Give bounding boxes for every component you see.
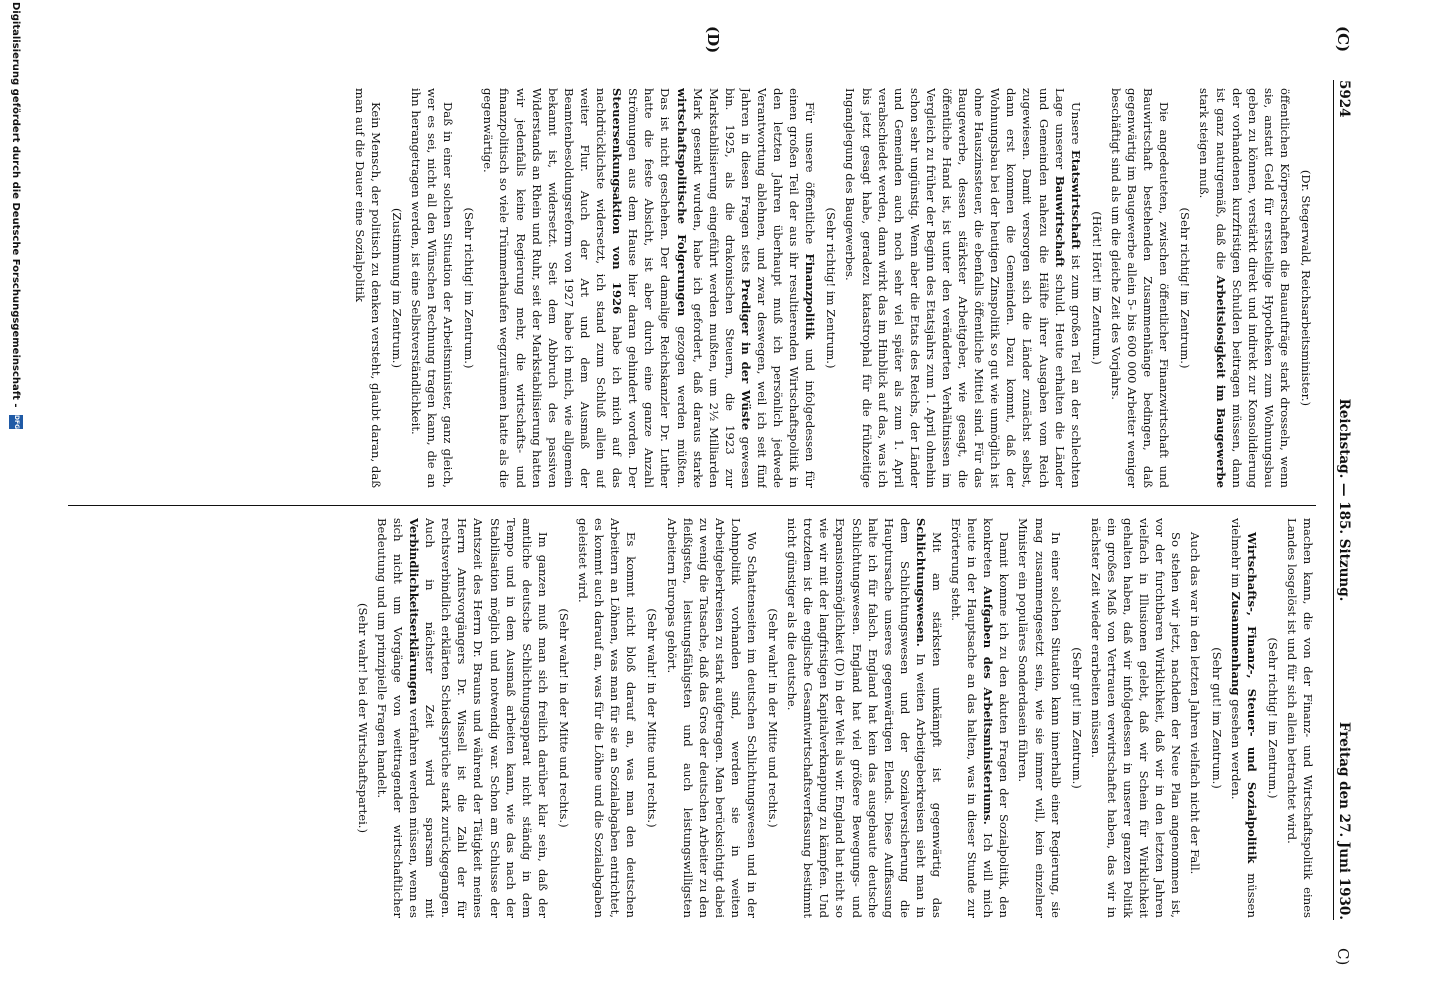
paragraph: In einer solchen Situation kann innerhalb einer Regierung, sie mag zusammengesetzt sein, wie sie immer will, kein einzelner Minister ein populäres Sonderdasein führen. <box>1016 518 1063 918</box>
dfg-logo: DFG <box>9 415 23 429</box>
paragraph: Damit komme ich zu den akuten Fragen der Sozialpolitik, den konkreten Aufgaben des Arbeitsministeriums. Ich will mich heute in der Hauptsache an das halten, was in dieser Stunde zur Erörterung steht. <box>949 518 1012 918</box>
paragraph: Für unsere öffentliche Finanzpolitik und infolgedessen für einen großen Teil der aus ihr resultierenden Wirtschaftspolitik in den letzten Jahren überhaupt muß ich persönlich jedwede Verantwortung ablehnen, und zwar deswegen, weil ich seit fünf Jahren in diesen Fragen stets Prediger in der Wüste gewesen bin. 1925, als die drakonischen Steuern, die 1923 zur Markstabilisierung eingeführt werden mußten, um 2½ Milliarden Mark gesenkt wurden, habe ich gefordert, daß daraus starke wirtschaftspolitische Folgerungen gezogen werden müßten. Das ist nicht geschehen. Der damalige Reichskanzler Dr. Luther hatte die feste Absicht, ist aber durch eine ganze Anzahl Strömungen aus dem Hause hier daran gehindert worden. Der Steuersenkungsaktion von 1926 habe ich mich auf das nachdrücklichste widersetzt, ich stand zum Schluß allein auf weiter Flur. Auch der Art und dem Ausmaß der Beamtenbesoldungsreform von 1927 habe ich mich, wie allgemein bekannt ist, widersetzt. Seit dem Abbruch des passiven Widerstands an Rhein und Ruhr, seit der Markstabilisierung hatten wir jedenfalls keine Regierung mehr, die wirtschafts- und finanzpolitisch so viele Trümmerhaufen wegzuräumen hatte als die gegenwärtige. <box>481 88 818 488</box>
paragraph: Unsere Etatswirtschaft ist zum großen Teil an der schlechten Lage unserer Bauwirtschaft schuld. Heute erhalten die Länder und Gemeinden nahezu die Hälfte ihrer Ausgaben vom Reich zugewiesen. Damit versorgen sich die Länder zunächst selbst, dann erst kommen die Gemeinden. Dazu kommt, daß der Wohnungsbau bei der heutigen Zinspolitik so gut wie unmöglich ist ohne Hauszinssteuer, die ebenfalls öffentliche Mittel sind. Für das Baugewerbe, dessen stärkster Arbeitgeber, wie gesagt, die öffentliche Hand ist, ist unter den veränderten Verhältnissen im Vergleich zu früher der Beginn des Etatsjahrs zum 1. April ohnehin schon sehr ungünstig. Wenn aber die Etats des Reichs, der Länder und Gemeinden auch noch sehr viel später als zum 1. April verabschiedet werden, dann wirkt das im Hinblick auf das, was ich bis jetzt gesagt habe, geradezu katastrophal für die frühzeitige Inganglegung des Baugewerbes. <box>843 88 1083 488</box>
margin-mark-c: (C) <box>1334 26 1352 53</box>
paragraph: Auch das war in den letzten Jahren vielfach nicht der Fall. <box>1188 532 1203 875</box>
interjection: (Sehr richtig! im Zentrum.) <box>1178 207 1193 369</box>
running-header <box>1333 80 1354 920</box>
interjection: (Sehr richtig! im Zentrum.) <box>1265 637 1280 799</box>
paragraph: öffentlichen Körperschaften die Bauaufträge stark drosseln, wenn sie, anstatt Geld für erststellige Hypotheken zum Wohnungsbau geben zu können, verstärkt direkt und indirekt zur Konsolidierung der vorhandenen kurzfristigen Schulden beitragen müssen, dann ist ganz naturgemäß, daß die Arbeitslosigkeit im Baugewerbe stark steigen muß. <box>1197 88 1292 488</box>
interjection: (Sehr gut! im Zentrum.) <box>1069 647 1084 789</box>
interjection: (Hört! Hört! im Zentrum.) <box>1089 211 1104 365</box>
session-date: Freitag den 27. Juni 1930. <box>1336 721 1352 920</box>
interjection: (Sehr richtig! im Zentrum.) <box>462 207 477 369</box>
interjection: (Sehr wahr! in der Mitte und rechts.) <box>556 608 571 828</box>
interjection: (Sehr gut! im Zentrum.) <box>1209 647 1224 789</box>
interjection: (Sehr wahr! bei der Wirtschaftspartei.) <box>355 602 370 834</box>
paragraph: So stehen wir jetzt, nachdem der Neue Plan angenommen ist, vor der furchtbaren Wirklichkeit, daß wir in den letzten Jahren vielfach in Illusionen gelebt, daß wir Schein für Wirklichkeit gehalten haben, daß wir infolgedessen in unserer ganzen Politik ein großes Maß von Vertrauen verwirtschaftet haben, das wir in nächster Zeit wieder erarbeiten müssen. <box>1088 518 1184 918</box>
speaker-label: (Dr. Stegerwald, Reichsarbeitsminister.) <box>1299 169 1313 407</box>
paragraph: machen kann, die von der Finanz- und Wirtschaftspolitik eines Landes losgelöst ist und für sich allein betrachtet wird. <box>1284 518 1315 918</box>
paragraph: Kein Mensch, der politisch zu denken versteht, glaubt daran, daß man auf die Dauer eine Sozialpolitik <box>352 88 383 488</box>
paragraph: Wirtschafts-, Finanz-, Steuer- und Sozialpolitik müssen vielmehr im Zusammenhang gesehen werden. <box>1228 518 1259 918</box>
paragraph: Im ganzen muß man sich freilich darüber klar sein, daß der amtliche deutsche Schlichtungsapparat nicht ständig in dem Tempo und in dem Ausmaß arbeiten kann, wie das nach der Stabilisation möglich und notwendig war. Schon am Schlusse der Amtszeit des Herrn Dr. Brauns und während der Tätigkeit meines Herrn Amtsvorgängers Dr. Wissell ist die Zahl der für rechtsverbindlich erklärten Schiedssprüche stark zurückgegangen. Auch in nächster Zeit wird sparsam mit Verbindlichkeitserklärungen verfahren werden müssen, wenn es sich nicht um Vorgänge von weittragender wirtschaftlicher Bedeutung und um prinzipielle Fragen handelt. <box>374 518 550 918</box>
paragraph: Wo Schattenseiten im deutschen Schlichtungswesen und in der Lohnpolitik vorhanden sind, werden sie in weiten Arbeitgeberkreisen zu stark aufgetragen. Man berücksichtigt dabei zu wenig die Tatsache, daß das Gros der deutschen Arbeiter zu den fleißigsten, leistungsfähigsten und auch leistungswilligsten Arbeitern Europas gehört. <box>664 518 759 918</box>
right-column <box>76 518 1316 918</box>
interjection: (Sehr richtig! im Zentrum.) <box>824 207 839 369</box>
session-title: Reichstag. — 185. Sitzung. <box>1336 398 1352 602</box>
paragraph: Es kommt nicht bloß darauf an, was man den deutschen Arbeitern an Löhnen, was man für sie an Sozialabgaben entrichtet, es kommt auch darauf an, was für die Löhne und die Sozialabgaben geleistet wird. <box>576 518 639 918</box>
margin-mark-c-right: C) <box>1334 948 1352 966</box>
page-number: 5924 <box>1336 80 1352 118</box>
digitization-credit <box>4 2 26 998</box>
interjection: (Sehr wahr! in der Mitte und rechts.) <box>645 608 660 828</box>
interjection: (Zustimmung im Zentrum.) <box>389 207 404 369</box>
paragraph: Mit am stärksten umkämpft ist gegenwärtig das Schlichtungswesen. In weiten Arbeitgeberkreisen sieht man in dem Schlichtungswesen und der Sozialversicherung die Hauptursache unseres gegenwärtigen Elends. Diese Auffassung halte ich für falsch. England hat kein das ausgebaute deutsche Schlichtungswesen. England hat viel größere Bewegungs- und Expansionsmöglichkeit (D) in der Welt als wir. England hat nicht so wie wir mit der langfristigen Kapitalverknappung zu kämpfen. Und trotzdem ist die englische Gesamtwirtschaftsverfassung bestimmt nicht günstiger als die deutsche. <box>785 518 945 918</box>
paragraph: Die angedeuteten, zwischen öffentlicher Finanzwirtschaft und Bauwirtschaft bestehenden Zusammenhänge bedingen, daß gegenwärtig im Baugewerbe allein 5- bis 600 000 Arbeiter weniger beschäftigt sind als um die gleiche Zeit des Vorjahrs. <box>1108 88 1172 488</box>
left-column <box>76 88 1316 488</box>
paragraph: Daß in einer solchen Situation der Arbeitsminister, ganz gleich, wer es sei, nicht all den Wünschen Rechnung tragen kann, die an ihn herangetragen werden, ist eine Selbstverständlichkeit. <box>409 88 456 488</box>
column-divider <box>68 505 1316 506</box>
margin-mark-d: (D) <box>704 26 722 54</box>
credit-text: Digitalisierung gefördert durch die Deutsche Forschungsgemeinschaft - <box>10 2 21 408</box>
interjection: (Sehr wahr! in der Mitte und rechts.) <box>766 608 781 828</box>
